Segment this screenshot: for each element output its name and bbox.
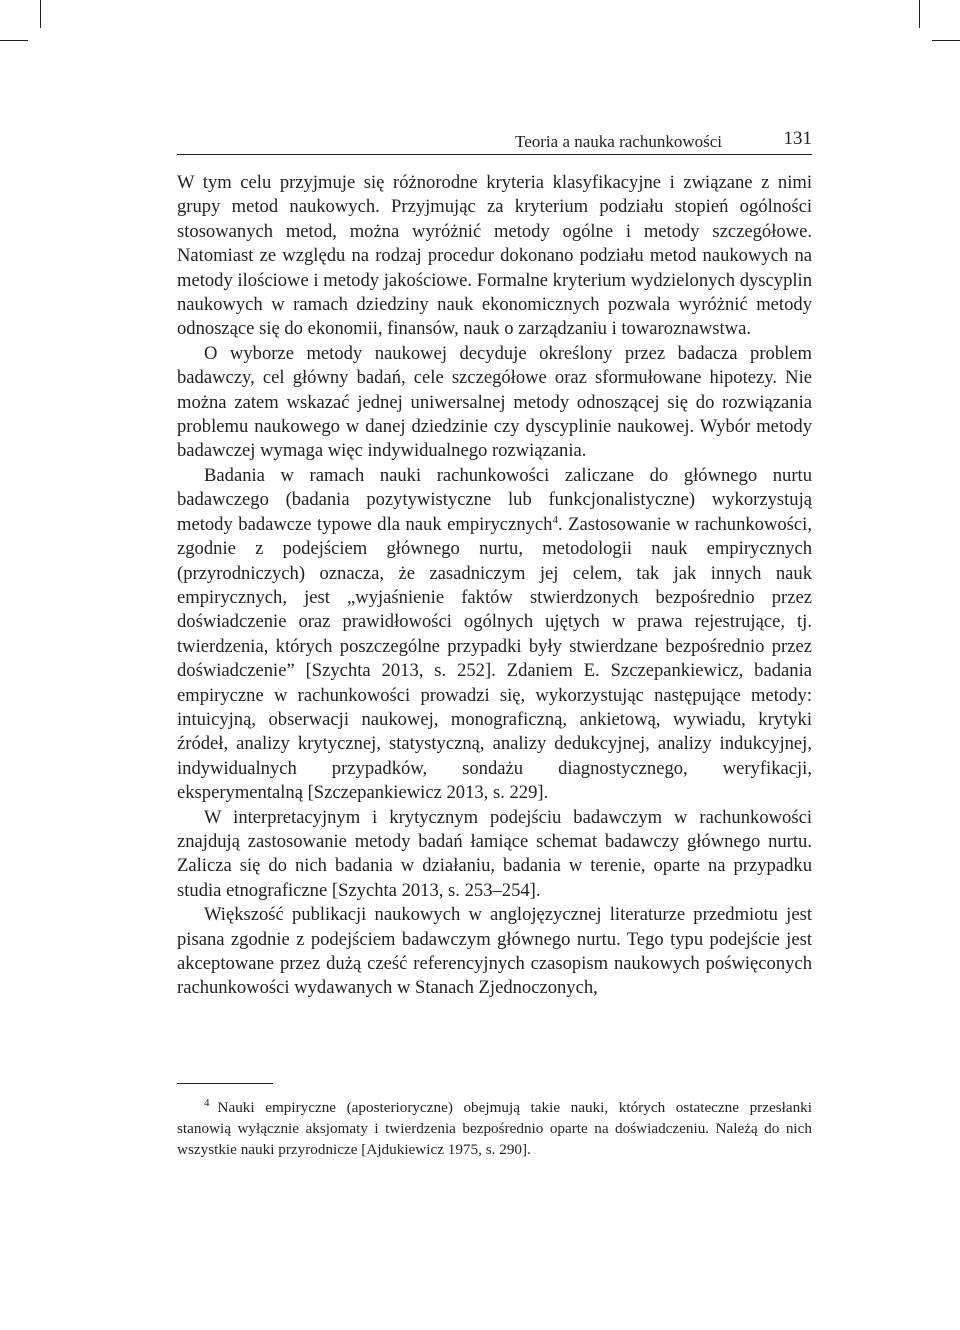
paragraph-text: Badania w ramach nauki rachunkowości zaliczane do głównego nurtu badawczego (badania pozytywistyczne lub funkcjonalistyczne) wykorzystują metody badawcze typowe dla nauk empirycznych [177, 464, 812, 535]
crop-mark [919, 0, 920, 28]
footnote-separator [177, 1083, 273, 1084]
page-number: 131 [783, 128, 812, 149]
footnote [177, 1097, 812, 1160]
paragraph-text: . Zastosowanie w rachunkowości, zgodnie z podejściem głównego nurtu, metodologii nauk empirycznych (przyrodniczych) oznacza, że zasadniczym jej celem, tak jak innych nauk empirycznych, jest „wyjaśnienie faktów stwierdzonych bezpośrednio przez doświadczenie oraz prawidłowości ogólnych ujętych w prawa rejestrujące, tj. twierdzenia, których poszczególne przypadki były stwierdzane bezpośrednio przez doświadczenie” [Szychta 2013, s. 252]. Zdaniem E. Szczepankiewicz, badania empiryczne w rachunkowości prowadzi się, wykorzystując następujące metody: intuicyjną, obserwacji naukowej, monograficzną, ankietową, wywiadu, krytyki źródeł, analizy krytycznej, statystyczną, analizy dedukcyjnej, analizy indukcyjnej, indywidualnych przypadków, sondażu diagnostycznego, weryfikacji, eksperymentalną [Szczepankiewicz 2013, s. 229]. [177, 513, 812, 804]
page-header [177, 128, 812, 155]
paragraph: Większość publikacji naukowych w anglojęzycznej literaturze przedmiotu jest pisana zgodnie z podejściem badawczym głównego nurtu. Tego typu podejście jest akceptowane przez dużą cześć referencyjnych czasopism naukowych poświęconych rachunkowości wydawanych w Stanach Zjednoczonych, [177, 904, 812, 999]
crop-mark [40, 0, 41, 28]
running-title: Teoria a nauka rachunkowości [515, 132, 722, 151]
paragraph: W tym celu przyjmuje się różnorodne kryteria klasyfikacyjne i związane z nimi grupy metod naukowych. Przyjmując za kryterium podziału stopień ogólności stosowanych metod, można wyróżnić metody ogólne i metody szczegółowe. Natomiast ze względu na rodzaj procedur dokonano podziału metod naukowych na metody ilościowe i metody jakościowe. Formalne kryterium wydzielonych dyscyplin naukowych w ramach dziedziny nauk ekonomicznych pozwala wyróżnić metody odnoszące się do ekonomii, finansów, nauk o zarządzaniu i towaroznawstwa. [177, 172, 812, 340]
main-text [177, 171, 812, 1001]
footnote-number: 4 [204, 1096, 210, 1109]
crop-mark [0, 40, 28, 41]
paragraph: W interpretacyjnym i krytycznym podejściu badawczym w rachunkowości znajdują zastosowanie metody badań łamiące schemat badawczy głównego nurtu. Zalicza się do nich badania w działaniu, badania w terenie, oparte na przypadku studia etnograficzne [Szychta 2013, s. 253–254]. [177, 806, 812, 901]
footnote-reference[interactable]: 4 [552, 513, 558, 526]
paragraph [177, 464, 812, 806]
paragraph: O wyborze metody naukowej decyduje określony przez badacza problem badawczy, cel główny badań, cele szczegółowe oraz sformułowane hipotezy. Nie można zatem wskazać jednej uniwersalnej metody odnoszącej się do rozwiązania problemu naukowego w danej dziedzinie czy dyscyplinie naukowej. Wybór metody badawczej wymaga więc indywidualnego rozwiązania. [177, 342, 812, 462]
crop-mark [932, 40, 960, 41]
footnote-text: Nauki empiryczne (aposterioryczne) obejmują takie nauki, których ostateczne przesłanki stanowią wyłącznie aksjomaty i twierdzenia bezpośrednio oparte na doświadczeniu. Należą do nich wszystkie nauki przyrodnicze [Ajdukiewicz 1975, s. 290]. [177, 1099, 812, 1158]
